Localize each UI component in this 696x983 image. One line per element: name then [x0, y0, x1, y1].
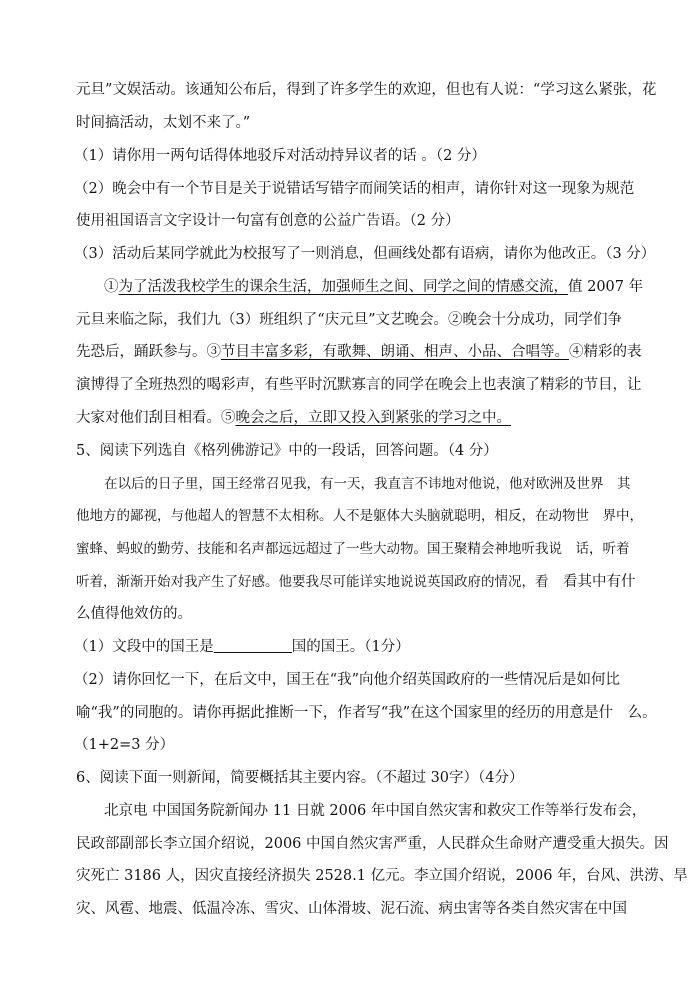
- question-3-1: （1）请你用一两句话得体地驳斥对活动持异议者的话 。（2 分）: [74, 148, 486, 164]
- text-span: 看其中有什: [548, 574, 636, 590]
- text-line: 元旦”文娱活动。该通知公布后，得到了许多学生的欢迎，但也有人说：“学习这么紧张，花: [76, 82, 657, 98]
- answer-blank[interactable]: [214, 638, 292, 653]
- text-span: 值 2007 年: [568, 279, 644, 295]
- text-span: 先恐后，踊跃参与。③: [76, 344, 221, 360]
- question-3-2: （2）晚会中有一个节目是关于说错话写错字而闹笑话的相声，请你针对这一现象为规范: [74, 181, 635, 197]
- passage-line: 蜜蜂、蚂蚁的勤劳、技能和名声都远远超过了一些大动物。国王聚精会神地听我说 话，听着: [76, 541, 630, 557]
- underlined-sentence: 为了活泼我校学生的课余生活，加强师生之间、同学之间的情感交流，: [118, 279, 568, 295]
- text-line: 使用祖国语言文字设计一句富有创意的公益广告语。（2 分）: [76, 213, 460, 229]
- question-3-3: （3）活动后某同学就此为校报写了一则消息，但画线处都有语病，请你为他改正。（3 分）: [74, 246, 656, 262]
- passage-line: 他地方的鄙视，与他超人的智慧不太相称。人不是躯体大头脑就聪明，相反，在动物世 界中，: [76, 508, 643, 524]
- underlined-sentence: 节目丰富多彩，有歌舞、朗诵、相声、小品、合唱等。: [221, 344, 569, 360]
- news-paragraph-line: 灾死亡 3186 人，因灾直接经济损失 2528.1 亿元。李立国介绍说，2006 年，台风、洪涝、旱: [76, 868, 688, 884]
- text-span: 大家对他们刮目相看。⑤: [76, 410, 236, 426]
- text-line: 么值得他效仿的。: [76, 606, 192, 622]
- text-line: 时间搞活动，太划不来了。”: [76, 115, 251, 131]
- question-6-heading: 6、阅读下面一则新闻，简要概括其主要内容。（不超过 30字）（4分）: [76, 770, 524, 786]
- news-paragraph-line: 北京电 中国国务院新闻办 11 日就 2006 年中国自然灾害和救灾工作等举行发布会，: [104, 803, 647, 819]
- question-5-1: [74, 637, 410, 657]
- news-paragraph-line: 民政部副部长李立国介绍说，2006 中国自然灾害严重，人民群众生命财产遭受重大损失。因: [76, 836, 669, 852]
- passage-line: [76, 572, 636, 592]
- text-span: ④精彩的表: [569, 344, 642, 360]
- underlined-sentence: 晚会之后，立即又投入到紧张的学习之中。: [235, 410, 511, 426]
- text-span: 听着，渐渐开始对我产生了好感。他要我尽可能详实地说说英国政府的情况，看: [76, 574, 549, 590]
- text-span: 国的国王。（1分）: [291, 639, 410, 655]
- score-note: （1+2=3 分）: [74, 737, 175, 753]
- question-5-heading: 5、阅读下列选自《格列佛游记》中的一段话，回答问题。（4 分）: [76, 443, 498, 459]
- text-span: （1）文段中的国王是: [74, 639, 214, 655]
- circled-number: ①: [104, 279, 119, 295]
- text-line: 元旦来临之际，我们九（3）班组织了“庆元旦”文艺晚会。②晚会十分成功，同学们争: [76, 312, 623, 328]
- text-line: 喻“我”的同胞的。请你再据此推断一下，作者写“我”在这个国家里的经历的用意是什 么。: [76, 705, 657, 721]
- news-line: [76, 408, 511, 428]
- question-5-2: （2）请你回忆一下，在后文中，国王在“我”向他介绍英国政府的一些情况后是如何比: [74, 672, 621, 688]
- text-line: 演博得了全班热烈的喝彩声，有些平时沉默寡言的同学在晚会上也表演了精彩的节目，让: [76, 377, 642, 393]
- news-line: [76, 342, 642, 362]
- news-paragraph-line: 灾、风雹、地震、低温冷冻、雪灾、山体滑坡、泥石流、病虫害等各类自然灾害在中国: [76, 901, 627, 917]
- passage-line: 在以后的日子里，国王经常召见我，有一天，我直言不讳地对他说，他对欧洲及世界 其: [104, 476, 631, 492]
- news-line: [104, 277, 643, 297]
